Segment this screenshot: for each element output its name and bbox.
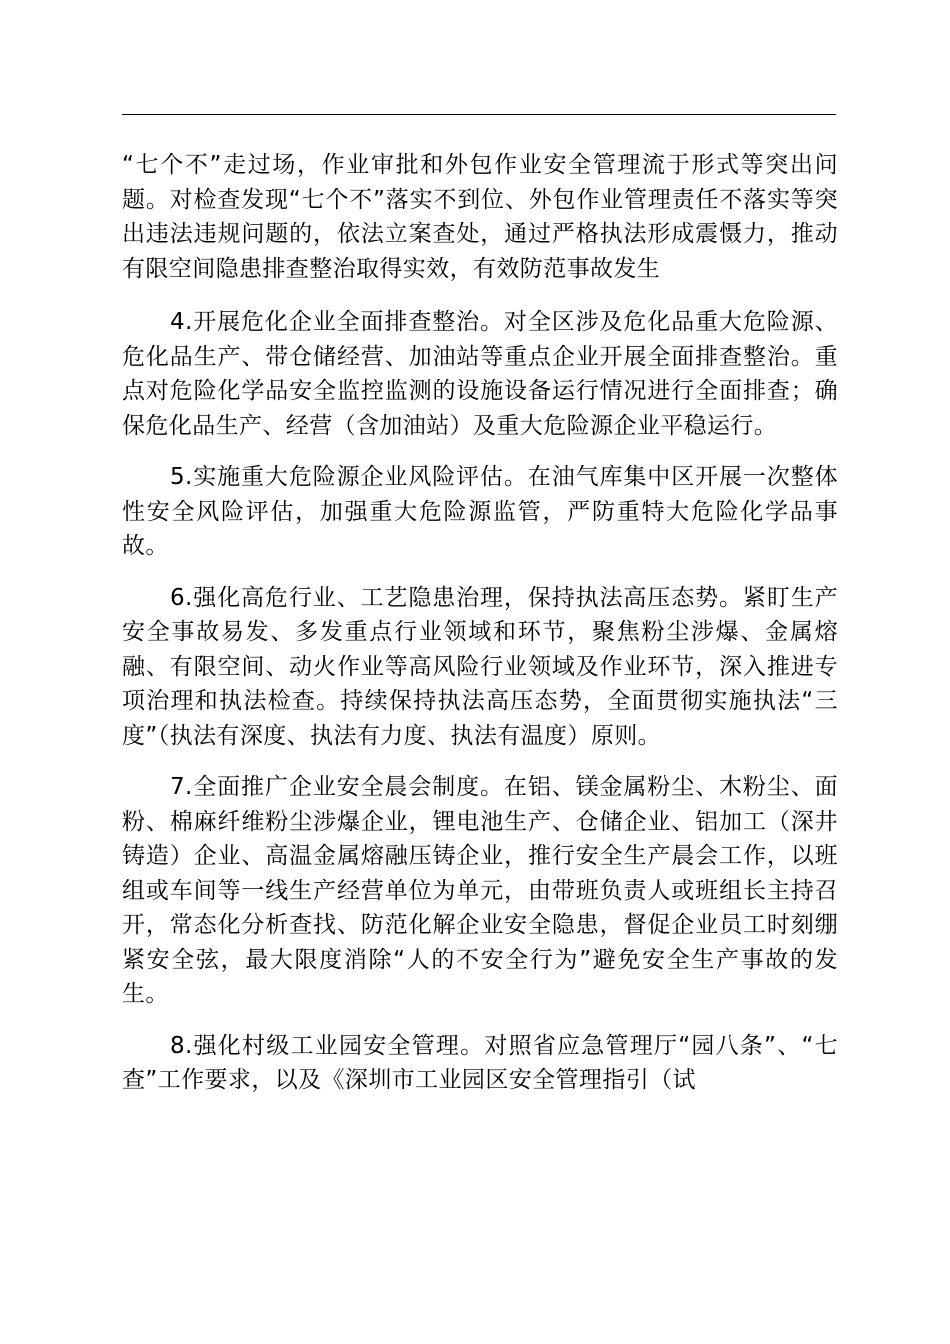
- paragraph-item-8: 8.强化村级工业园安全管理。对照省应急管理厅“园八条”、“七查”工作要求，以及《深圳市工业园区安全管理指引（试: [122, 1032, 838, 1093]
- document-body: [122, 148, 838, 1115]
- header-rule: [122, 114, 836, 115]
- paragraph-item-7: 7.全面推广企业安全晨会制度。在铝、镁金属粉尘、木粉尘、面粉、棉麻纤维粉尘涉爆企业，锂电池生产、仓储企业、铝加工（深井铸造）企业、高温金属熔融压铸企业，推行安全生产晨会工作，以班组或车间等一线生产经营单位为单元，由带班负责人或班组长主持召开，常态化分析查找、防范化解企业安全隐患，督促企业员工时刻绷紧安全弦，最大限度消除“人的不安全行为”避免安全生产事故的发生。: [122, 774, 838, 1007]
- paragraph-continuation: “七个不”走过场，作业审批和外包作业安全管理流于形式等突出问题。对检查发现“七个不”落实不到位、外包作业管理责任不落实等突出违法违规问题的，依法立案查处，通过严格执法形成震慑力，推动有限空间隐患排查整治取得实效，有效防范事故发生: [122, 152, 838, 282]
- paragraph-item-4: 4.开展危化企业全面排查整治。对全区涉及危化品重大危险源、危化品生产、带仓储经营、加油站等重点企业开展全面排查整治。重点对危险化学品安全监控监测的设施设备运行情况进行全面排查；确保危化品生产、经营（含加油站）及重大危险源企业平稳运行。: [122, 309, 838, 439]
- paragraph-item-6: 6.强化高危行业、工艺隐患治理，保持执法高压态势。紧盯生产安全事故易发、多发重点行业领域和环节，聚焦粉尘涉爆、金属熔融、有限空间、动火作业等高风险行业领域及作业环节，深入推进专项治理和执法检查。持续保持执法高压态势，全面贯彻实施执法“三度”（执法有深度、执法有力度、执法有温度）原则。: [122, 584, 838, 749]
- paragraph-item-5: 5.实施重大危险源企业风险评估。在油气库集中区开展一次整体性安全风险评估，加强重大危险源监管，严防重特大危险化学品事故。: [122, 464, 838, 559]
